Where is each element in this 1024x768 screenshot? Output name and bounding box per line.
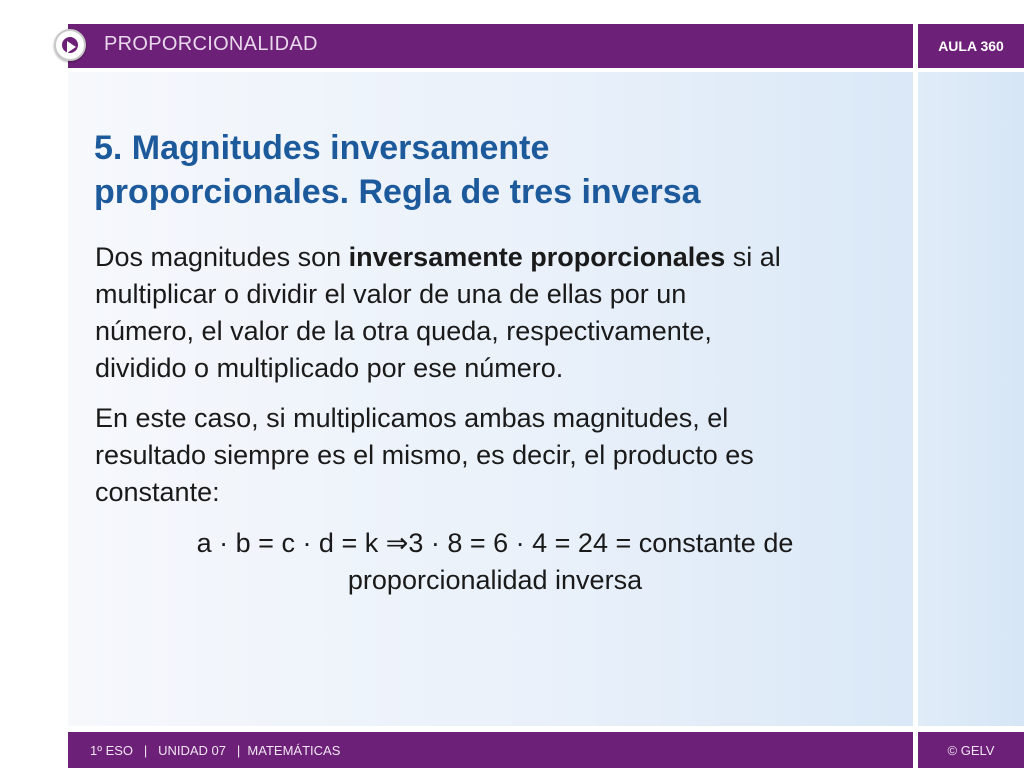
footer-copyright: © GELV [947,743,995,758]
explanation-line-2: resultado siempre es el mismo, es decir, el producto es [95,440,754,470]
definition-line-2: multiplicar o dividir el valor de una de ellas por un [95,279,687,309]
definition-line-1 [95,239,905,276]
definition-paragraph [95,239,905,387]
brand-label: AULA 360 [938,38,1004,54]
explanation-line-3: constante: [95,477,220,507]
definition-line-4: dividido o multiplicado por ese número. [95,353,564,383]
footer-course-info: 1º ESO | UNIDAD 07 | MATEMÁTICAS [90,743,341,758]
formula-line-2: proporcionalidad inversa [347,565,643,595]
explanation-line-1: En este caso, si multiplicamos ambas magnitudes, el [95,403,729,433]
side-panel [918,72,1024,726]
definition-term: inversamente proporcionales [348,242,726,272]
definition-text: si al [725,242,781,272]
heading-line-1: 5. Magnitudes inversamente [94,129,550,167]
formula [95,525,895,599]
heading-line-2: proporcionales. Regla de tres inversa [94,173,701,211]
slide-heading [94,126,894,214]
explanation-paragraph [95,400,905,511]
formula-line-1: a · b = c · d = k ⇒3 · 8 = 6 · 4 = 24 = constante de [196,528,794,558]
play-icon[interactable] [54,29,86,61]
section-title: PROPORCIONALIDAD [104,33,318,55]
definition-line-3: número, el valor de la otra queda, respectivamente, [95,316,712,346]
definition-text: Dos magnitudes son [95,242,349,272]
